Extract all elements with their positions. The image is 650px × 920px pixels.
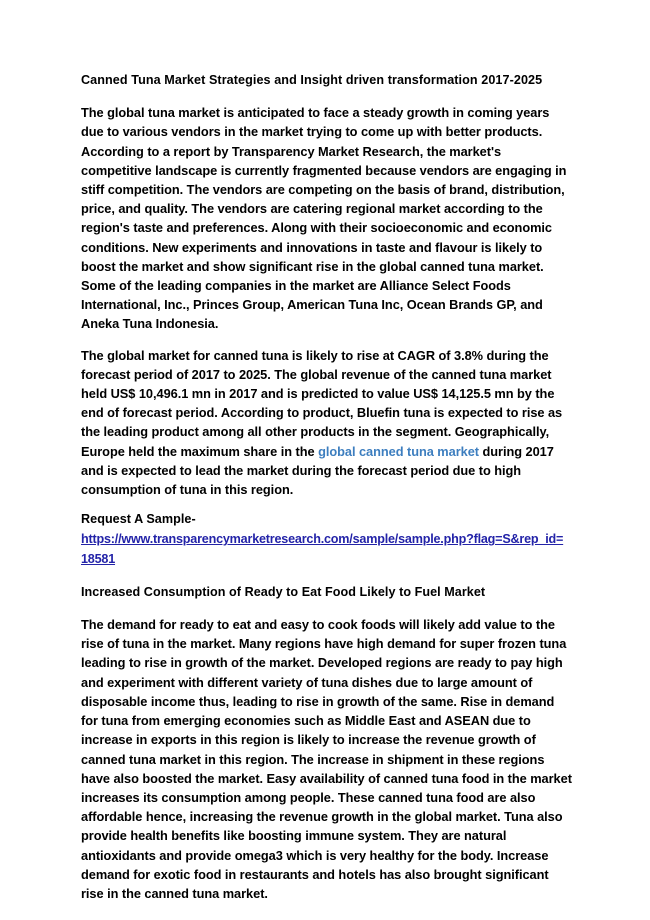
document-body <box>81 71 573 915</box>
section-heading-ready-to-eat: Increased Consumption of Ready to Eat Food Likely to Fuel Market <box>81 584 486 599</box>
request-sample-block <box>81 510 573 569</box>
ready-to-eat-paragraph: The demand for ready to eat and easy to cook foods will likely add value to the rise of tuna in the market. Many regions have high demand for super frozen tuna leading to rise in growth of the market. Developed regions are ready to pay high and experiment with different variety of tuna dishes due to large amount of disposable income thus, leading to rise in growth of the same. Rise in demand for tuna from emerging economies such as Middle East and ASEAN due to increase in exports in this region is likely to increase the revenue growth of canned tuna market in this region. The increase in shipment in these regions have also boosted the market. Easy availability of canned tuna food in the market increases its consumption among people. These canned tuna food are also affordable hence, increasing the revenue growth in the global market. Tuna also provide health benefits like boosting immune system. They are natural antioxidants and provide omega3 which is very healthy for the body. Increase demand for exotic food in restaurants and hotels has also brought significant rise in the canned tuna market. <box>81 617 572 901</box>
market-forecast-paragraph <box>81 346 573 500</box>
market-forecast-text-before-link: The global market for canned tuna is likely to rise at CAGR of 3.8% during the forecast period of 2017 to 2025. The global revenue of the canned tuna market held US$ 10,496.1 mn in 2017 and is predicted to value US$ 14,125.5 mn by the end of forecast period. According to product, Bluefin tuna is expected to rise as the leading product among all other products in the segment. Geographically, Europe held the maximum share in the <box>81 347 563 459</box>
document-title: Canned Tuna Market Strategies and Insight driven transformation 2017-2025 <box>81 73 543 87</box>
intro-paragraph: The global tuna market is anticipated to face a steady growth in coming years due to various vendors in the market trying to come up with better products. According to a report by Transparency Market Research, the market's competitive landscape is currently fragmented because vendors are engaging in stiff competition. The vendors are competing on the basis of brand, distribution, price, and quality. The vendors are catering regional market according to the region's taste and preferences. Along with their socioeconomic and economic conditions. New experiments and innovations in taste and flavour is likely to boost the market and show significant rise in the global canned tuna market. Some of the leading companies in the market are Alliance Select Foods International, Inc., Princes Group, American Tuna Inc, Ocean Brands GP, and Aneka Tuna Indonesia. <box>81 105 567 332</box>
request-sample-url-link[interactable]: https://www.transparencymarketresearch.com/sample/sample.php?flag=S&rep_id=18581 <box>81 532 564 566</box>
global-canned-tuna-market-link[interactable]: global canned tuna market <box>318 443 479 459</box>
request-sample-label: Request A Sample- <box>81 512 196 527</box>
market-forecast-text-after-link: during 2017 and is expected to lead the market during the forecast period due to high consumption of tuna in this region. <box>81 443 554 498</box>
